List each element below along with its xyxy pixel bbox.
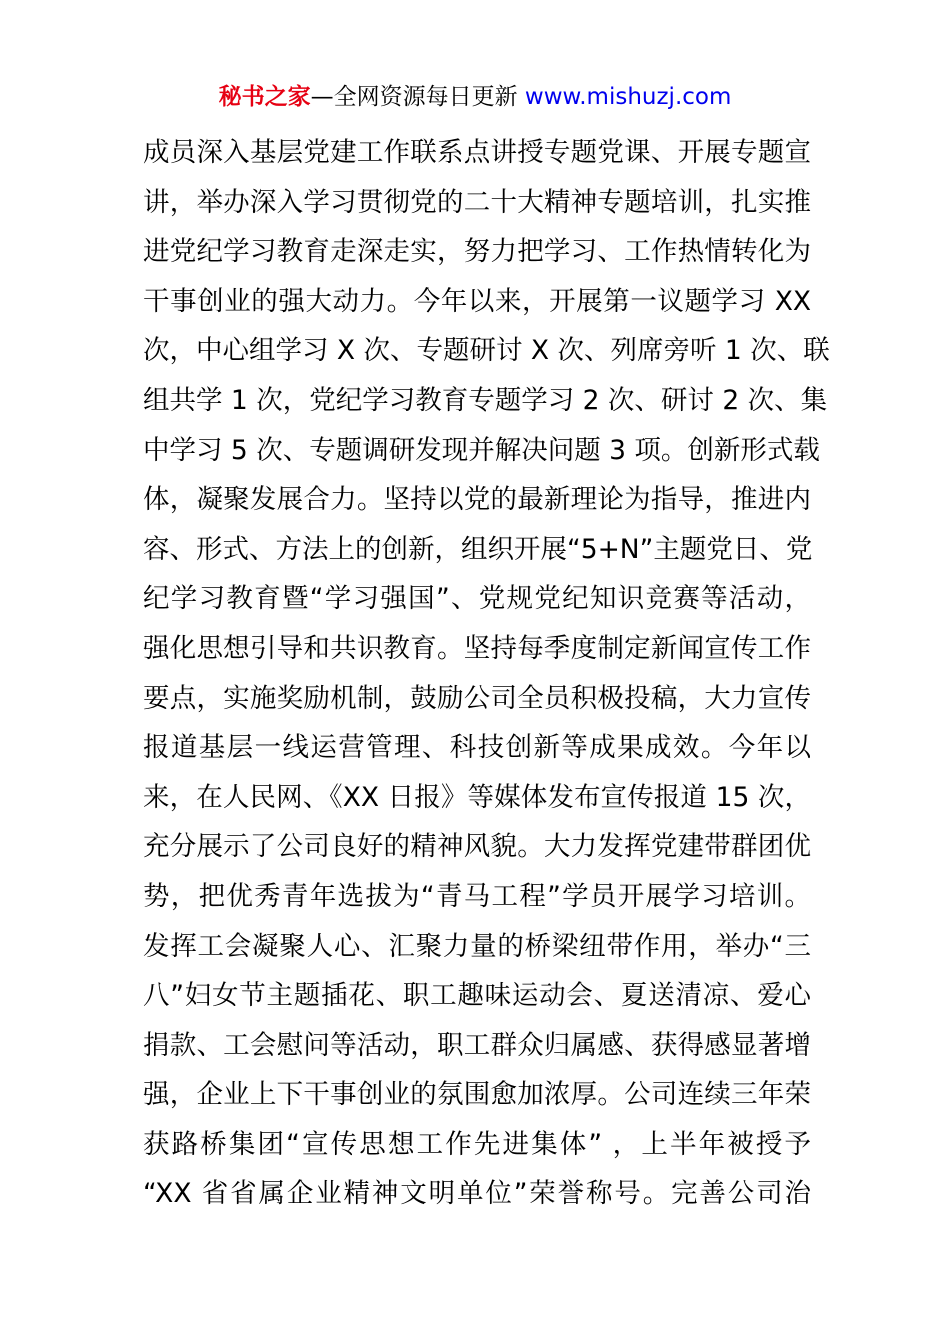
site-header bbox=[0, 80, 950, 114]
text-line: 强化思想引导和共识教育。坚持每季度制定新闻宣传工作 bbox=[143, 632, 811, 664]
text-line: 来，在人民网、《XX 日报》等媒体发布宣传报道 15 次， bbox=[143, 781, 811, 813]
text-line: 纪学习教育暨“学习强国”、党规党纪知识竞赛等活动， bbox=[143, 583, 811, 615]
text-line: 进党纪学习教育走深走实，努力把学习、工作热情转化为 bbox=[143, 236, 811, 268]
text-line: 组共学 1 次，党纪学习教育专题学习 2 次、研讨 2 次、集 bbox=[143, 384, 828, 416]
text-line: 中学习 5 次、专题调研发现并解决问题 3 项。创新形式载 bbox=[143, 434, 820, 466]
text-line: 干事创业的强大动力。今年以来，开展第一议题学习 XX bbox=[143, 285, 811, 317]
site-url-link[interactable]: www.mishuzj.com bbox=[524, 84, 732, 110]
text-line: 势，把优秀青年选拔为“青马工程”学员开展学习培训。 bbox=[143, 880, 811, 912]
header-tagline: —全网资源每日更新 bbox=[310, 84, 525, 110]
document-body bbox=[143, 128, 830, 1219]
brand-name: 秘书之家 bbox=[218, 84, 311, 110]
text-line: 次，中心组学习 X 次、专题研讨 X 次、列席旁听 1 次、联 bbox=[143, 335, 830, 367]
text-line: “XX 省省属企业精神文明单位”荣誉称号。完善公司治 bbox=[143, 1178, 811, 1210]
text-line: 容、形式、方法上的创新，组织开展“5+N”主题党日、党 bbox=[143, 533, 813, 565]
text-line: 八”妇女节主题插花、职工趣味运动会、夏送清凉、爱心 bbox=[143, 980, 811, 1012]
text-line: 报道基层一线运营管理、科技创新等成果成效。今年以 bbox=[143, 732, 811, 764]
text-line: 讲，举办深入学习贯彻党的二十大精神专题培训，扎实推 bbox=[143, 186, 811, 218]
text-line: 强，企业上下干事创业的氛围愈加浓厚。公司连续三年荣 bbox=[143, 1079, 811, 1111]
text-line: 要点，实施奖励机制，鼓励公司全员积极投稿，大力宣传 bbox=[143, 682, 811, 714]
text-line: 发挥工会凝聚人心、汇聚力量的桥梁纽带作用，举办“三 bbox=[143, 930, 811, 962]
text-line: 成员深入基层党建工作联系点讲授专题党课、开展专题宣 bbox=[143, 137, 811, 168]
text-line: 捐款、工会慰问等活动，职工群众归属感、获得感显著增 bbox=[143, 1029, 811, 1061]
text-line: 获路桥集团“宣传思想工作先进集体” ，上半年被授予 bbox=[143, 1128, 811, 1160]
text-line: 体，凝聚发展合力。坚持以党的最新理论为指导，推进内 bbox=[143, 484, 811, 516]
text-line: 充分展示了公司良好的精神风貌。大力发挥党建带群团优 bbox=[143, 831, 811, 863]
